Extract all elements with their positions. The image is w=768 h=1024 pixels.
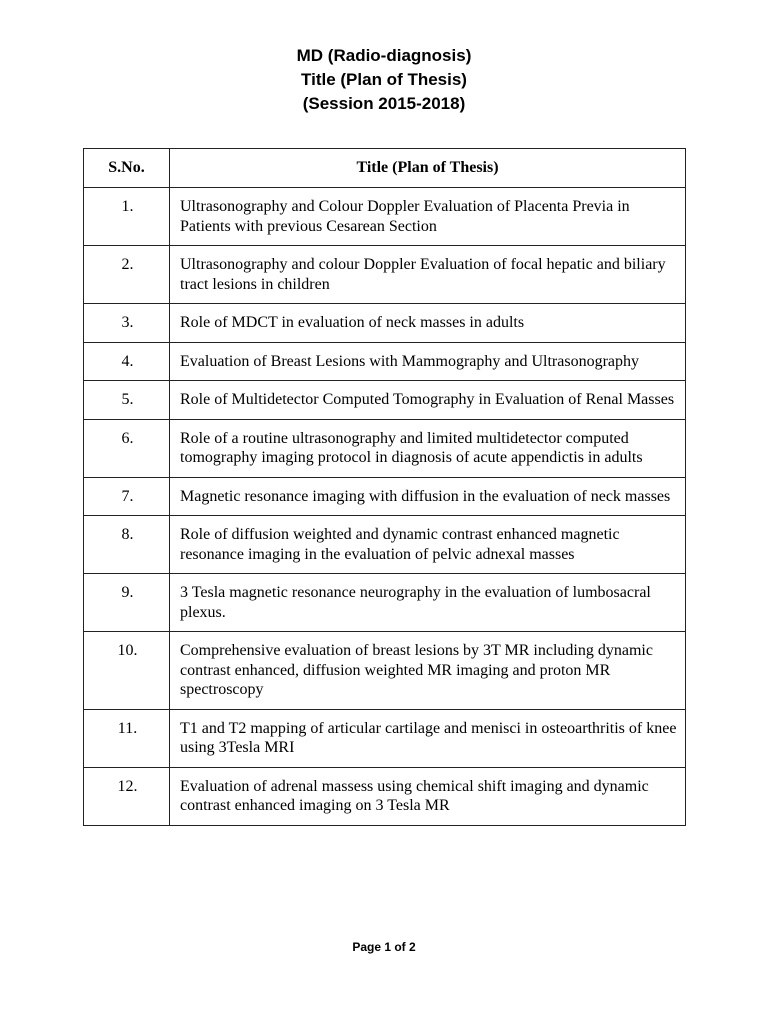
document-title: Title (Plan of Thesis) xyxy=(301,70,467,89)
program-title: MD (Radio-diagnosis) xyxy=(296,46,472,65)
row-sno: 12. xyxy=(84,767,170,825)
row-sno: 8. xyxy=(84,516,170,574)
row-title: Role of diffusion weighted and dynamic contrast enhanced magnetic resonance imaging in the evaluation of pelvic adnexal masses xyxy=(170,516,686,574)
row-title: Magnetic resonance imaging with diffusion in the evaluation of neck masses xyxy=(170,477,686,516)
row-title: T1 and T2 mapping of articular cartilage and menisci in osteoarthritis of knee using 3Tesla MRI xyxy=(170,709,686,767)
row-title: Role of MDCT in evaluation of neck masses in adults xyxy=(170,304,686,343)
page-number: Page 1 of 2 xyxy=(352,940,416,954)
row-sno: 11. xyxy=(84,709,170,767)
table-row xyxy=(84,632,686,710)
table-row xyxy=(84,419,686,477)
table-row xyxy=(84,381,686,420)
row-sno: 4. xyxy=(84,342,170,381)
column-header-title: Title (Plan of Thesis) xyxy=(170,149,686,188)
table-row xyxy=(84,188,686,246)
table-row xyxy=(84,574,686,632)
row-title: Comprehensive evaluation of breast lesions by 3T MR including dynamic contrast enhanced, diffusion weighted MR imaging and proton MR spectroscopy xyxy=(170,632,686,710)
thesis-table xyxy=(83,148,686,826)
table-row xyxy=(84,516,686,574)
table-row xyxy=(84,709,686,767)
row-title: Ultrasonography and Colour Doppler Evaluation of Placenta Previa in Patients with previous Cesarean Section xyxy=(170,188,686,246)
table-header-row xyxy=(84,149,686,188)
session-title: (Session 2015-2018) xyxy=(302,94,466,113)
row-sno: 5. xyxy=(84,381,170,420)
row-sno: 9. xyxy=(84,574,170,632)
table-row xyxy=(84,767,686,825)
row-title: Role of a routine ultrasonography and limited multidetector computed tomography imaging protocol in diagnosis of acute appendictis in adults xyxy=(170,419,686,477)
row-sno: 3. xyxy=(84,304,170,343)
row-sno: 7. xyxy=(84,477,170,516)
table-row xyxy=(84,342,686,381)
table-row xyxy=(84,246,686,304)
row-sno: 10. xyxy=(84,632,170,710)
row-title: Evaluation of adrenal massess using chemical shift imaging and dynamic contrast enhanced imaging on 3 Tesla MR xyxy=(170,767,686,825)
row-sno: 1. xyxy=(84,188,170,246)
table-row xyxy=(84,304,686,343)
row-sno: 2. xyxy=(84,246,170,304)
column-header-sno: S.No. xyxy=(84,149,170,188)
row-title: Role of Multidetector Computed Tomography in Evaluation of Renal Masses xyxy=(170,381,686,420)
row-title: Ultrasonography and colour Doppler Evaluation of focal hepatic and biliary tract lesions in children xyxy=(170,246,686,304)
row-sno: 6. xyxy=(84,419,170,477)
table-row xyxy=(84,477,686,516)
row-title: Evaluation of Breast Lesions with Mammography and Ultrasonography xyxy=(170,342,686,381)
row-title: 3 Tesla magnetic resonance neurography in the evaluation of lumbosacral plexus. xyxy=(170,574,686,632)
